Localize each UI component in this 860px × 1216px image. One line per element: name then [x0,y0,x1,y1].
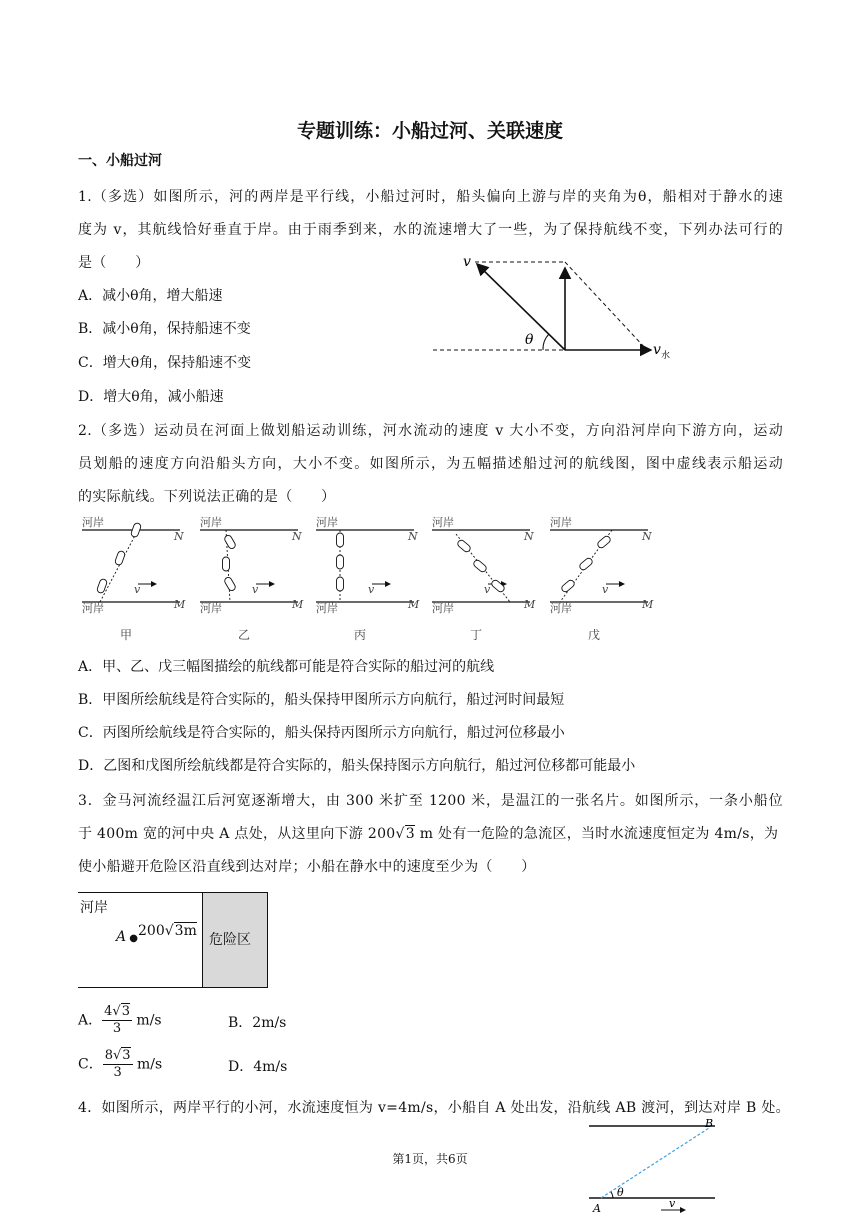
boat-icon [337,555,344,569]
section-heading: 一、小船过河 [78,153,162,169]
q4-fig-a-label: A [593,1202,601,1215]
q2-panel-bank-bottom: 河岸 [432,602,454,615]
q3-option-a: A． $\frac{4√3}{3}$ m/s [78,1004,162,1036]
q3-figure [78,892,268,988]
q2-panel-n-label: N [292,530,302,543]
q2-text-line: 2.（多选）运动员在河面上做划船运动训练，河水流动的速度 v 大小不变，方向沿河岸向下游方向，运动 [78,423,783,439]
q3-fig-danger-label: 危险区 [209,932,251,948]
q2-panel-v-label: v [602,583,609,596]
q2-panel-m-label: M [292,598,304,611]
q1-figure [425,248,685,366]
boat-icon [114,550,125,566]
q2-panel-v-label: v [484,583,491,596]
boat-icon [596,535,611,549]
page-footer: 第1页，共6页 [392,1152,468,1166]
q3-option-b: B．2m/s [228,1015,287,1031]
q3-text-line: 使小船避开危险区沿直线到达对岸；小船在静水中的速度至少为（ ） [78,859,536,875]
q1-option-a: A．减小θ角，增大船速 [78,288,223,304]
boat-icon [130,522,141,538]
q2-option-d: D．乙图和戊图所绘航线都是符合实际的，船头保持图示方向航行，船过河位移都可能最小 [78,758,636,774]
q3-line2-sqrt: √3 [395,826,415,842]
q2-panel-caption: 戊 [588,628,601,642]
q4-fig-theta-label: θ [617,1186,624,1199]
q2-panel-n-label: N [524,530,534,543]
q3-option-d: D．4m/s [228,1059,288,1075]
page-title: 专题训练：小船过河、关联速度 [296,120,563,142]
q2-text-line: 的实际航线。下列说法正确的是（ ） [78,489,336,505]
q2-panel-bank-bottom: 河岸 [200,602,222,615]
q2-panel-bank-top: 河岸 [432,516,454,529]
q2-panel-m-label: M [174,598,186,611]
q3-fig-bank-label: 河岸 [80,900,108,916]
q2-panel-n-label: N [642,530,652,543]
q2-panel-m-label: M [408,598,420,611]
q2-panel-caption: 丙 [354,628,367,642]
q2-panel-caption: 乙 [238,628,251,642]
boat-icon [578,557,593,571]
q2-panel-v-label: v [252,583,259,596]
boat-icon [560,579,575,593]
q2-panel-v-label: v [134,583,141,596]
q2-panel [550,530,648,602]
q3-text-line [78,823,778,843]
q1-text-line: 是（ ） [78,255,150,271]
q2-panel-bank-top: 河岸 [82,516,104,529]
q2-text-line: 员划船的速度方向沿船头方向，大小不变。如图所示，为五幅描述船过河的航线图，图中虚线表示船运动 [78,456,783,472]
q2-panel-m-label: M [642,598,654,611]
boat-icon [223,534,236,550]
q1-option-d: D．增大θ角，减小船速 [78,389,224,405]
q2-panel-bank-top: 河岸 [316,516,338,529]
q4-figure [585,1118,725,1216]
q1-fig-vwater-sub: 水 [661,351,671,361]
boat-icon [337,577,344,591]
q2-panel-bank-bottom: 河岸 [82,602,104,615]
q2-panel-v-label: v [368,583,375,596]
boat-icon [223,557,230,571]
q2-panel-m-label: M [524,598,536,611]
q2-panel-caption: 甲 [120,628,133,642]
boat-icon [223,576,236,592]
boat-icon [456,539,471,553]
q1-text-line: 度为 v，其航线恰好垂直于岸。由于雨季到来，水的流速增大了一些，为了保持航线不变，下列办法可行的 [78,222,783,238]
q1-option-b: B．减小θ角，保持船速不变 [78,321,251,337]
q2-panel-n-label: N [174,530,184,543]
q1-fig-vwater-label: v [653,342,661,358]
q2-option-a: A．甲、乙、戊三幅图描绘的航线都可能是符合实际的船过河的航线 [78,659,495,675]
q4-text-line: 4．如图所示，两岸平行的小河，水流速度恒为 v=4m/s，小船自 A 处出发，沿航线 AB 渡河，到达对岸 B 处。 [78,1100,790,1116]
q2-panel [316,530,414,602]
q2-panel-n-label: N [408,530,418,543]
q4-fig-b-label: B [705,1118,714,1130]
q1-fig-v-label: v [463,254,471,270]
q3-fig-point-label: A ● [116,929,139,945]
q3-line2-part: 于 400m 宽的河中央 A 点处，从这里向下游 200 [78,826,396,842]
q2-option-b: B．甲图所绘航线是符合实际的，船头保持甲图所示方向航行，船过河时间最短 [78,692,565,708]
q2-panel [82,522,180,602]
boat-icon [472,559,487,573]
q2-panel [432,530,530,602]
q3-text-line: 3．金马河流经温江后河宽逐渐增大，由 300 米扩至 1200 米，是温江的一张名片。如图所示，一条小船位 [78,793,783,809]
q2-option-c: C．丙图所绘航线是符合实际的，船头保持丙图所示方向航行，船过河位移最小 [78,725,565,741]
q3-line2-part: m 处有一危险的急流区，当时水流速度恒定为 4m/s，为 [414,826,779,842]
q1-text-line: 1.（多选）如图所示，河的两岸是平行线，小船过河时，船头偏向上游与岸的夹角为θ，船相对于静水的速 [78,189,783,205]
q2-panel-bank-top: 河岸 [200,516,222,529]
boat-icon [490,579,505,593]
q3-fig-distance-label: 200√3m [138,923,197,939]
boat-icon [337,533,344,547]
q2-panel [200,530,298,602]
q3-option-c: C． $\frac{8√3}{3}$ m/s [78,1048,163,1080]
q2-panel-bank-top: 河岸 [550,516,572,529]
q2-panel-caption: 丁 [470,628,483,642]
q3-fig-danger-zone [202,893,268,987]
q2-panel-bank-bottom: 河岸 [550,602,572,615]
q2-figure-panels [78,512,668,644]
q2-panel-bank-bottom: 河岸 [316,602,338,615]
q1-fig-theta-label: θ [525,332,534,348]
q4-fig-v-label: v [669,1197,676,1210]
q1-option-c: C．增大θ角，保持船速不变 [78,355,252,371]
